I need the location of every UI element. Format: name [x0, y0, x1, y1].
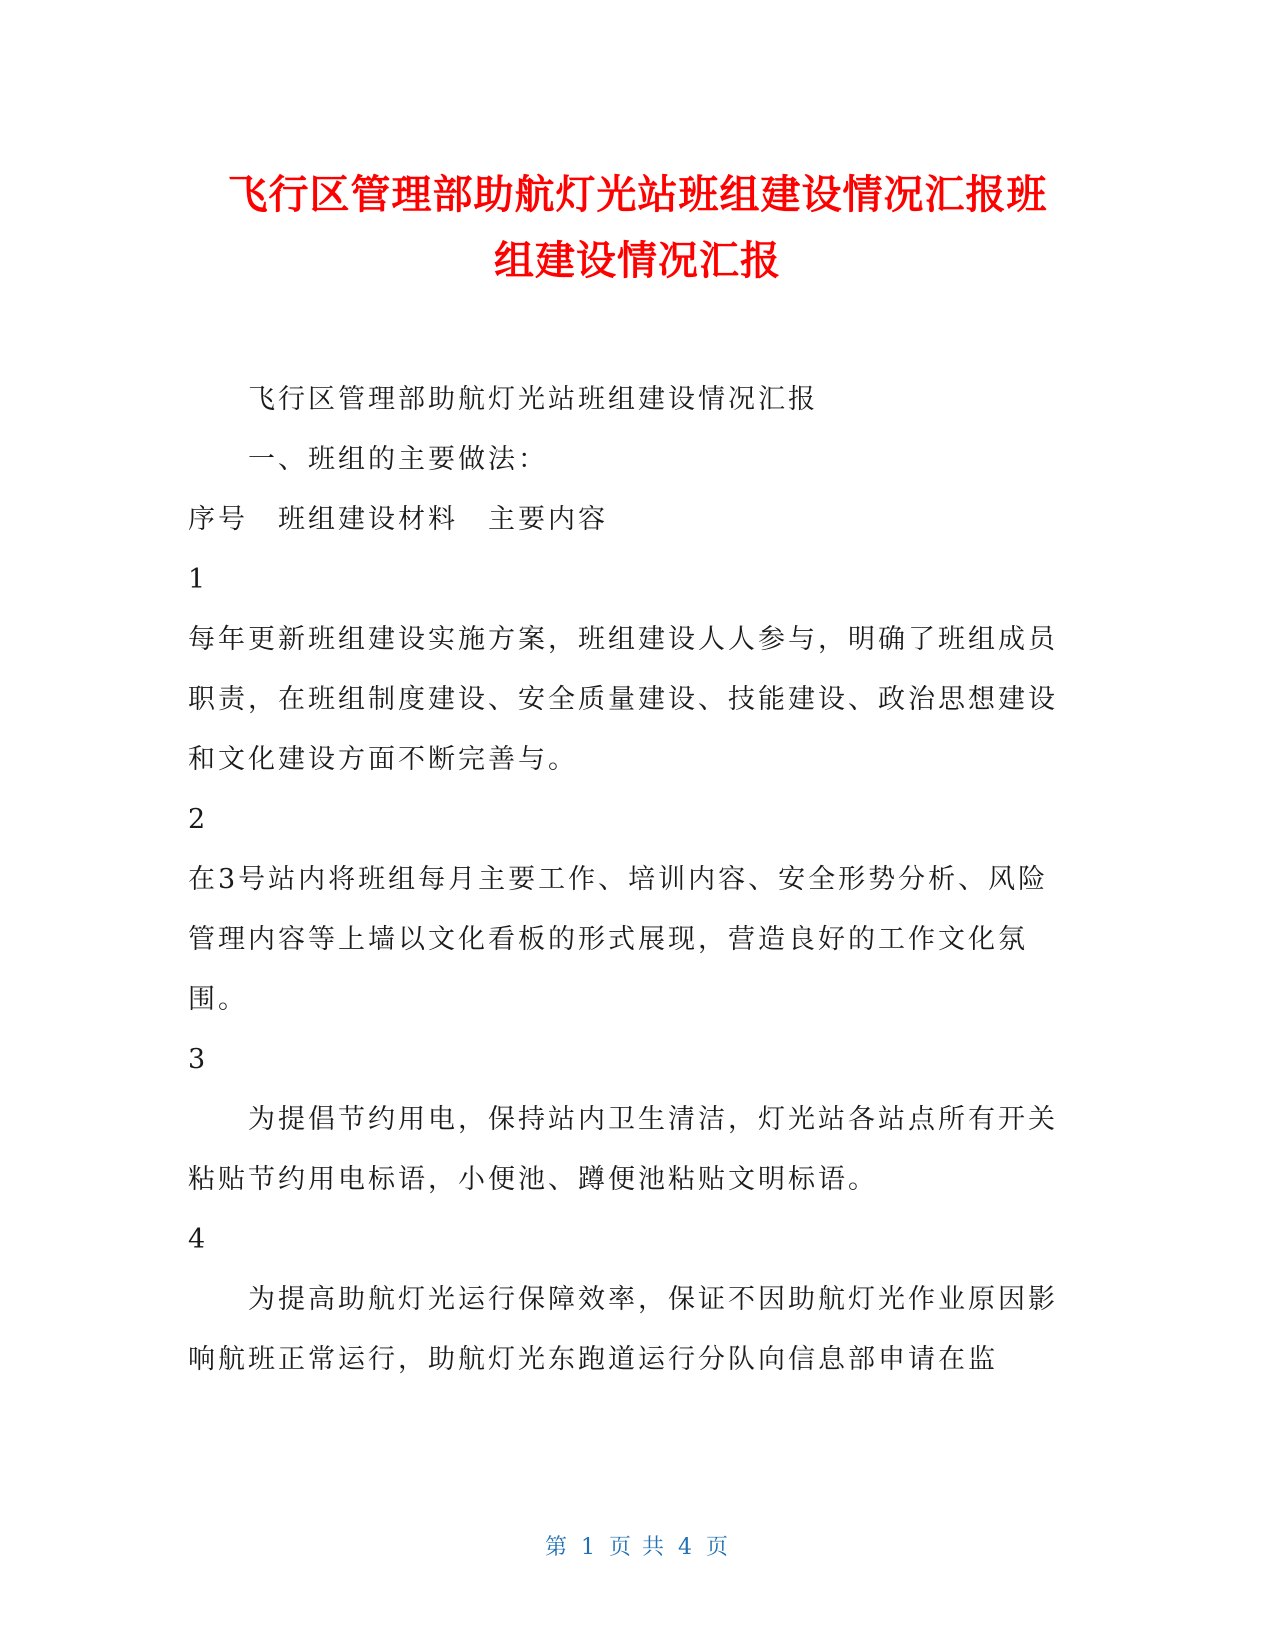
item-text: 为提高助航灯光运行保障效率，保证不因助航灯光作业原因影响航班正常运行，助航灯光东跑道运行分队向信息部申请在监: [188, 1284, 1058, 1375]
section-heading: 一、班组的主要做法：: [248, 444, 548, 475]
item-number: 2: [188, 804, 209, 835]
table-header: [188, 490, 1068, 550]
footer-prefix: 第: [544, 1535, 569, 1560]
title-line-1: 飞行区管理部助航灯光站班组建设情况汇报班: [227, 172, 1048, 218]
page-footer: [0, 1530, 1275, 1561]
table-header-col2: 班组建设材料: [278, 504, 458, 535]
item-number: 4: [188, 1224, 209, 1255]
item-number: 3: [188, 1044, 209, 1075]
table-header-col1: 序号: [188, 504, 248, 535]
table-header-col3: 主要内容: [488, 504, 608, 535]
item-text: 每年更新班组建设实施方案，班组建设人人参与，明确了班组成员职责，在班组制度建设、安全质量建设、技能建设、政治思想建设和文化建设方面不断完善与。: [188, 624, 1058, 775]
item-number: 1: [188, 564, 209, 595]
item-text: 为提倡节约用电，保持站内卫生清洁，灯光站各站点所有开关粘贴节约用电标语，小便池、蹲便池粘贴文明标语。: [188, 1104, 1058, 1195]
subtitle: 飞行区管理部助航灯光站班组建设情况汇报: [248, 384, 818, 415]
document-title: [180, 162, 1095, 294]
footer-current-page: 1: [581, 1535, 597, 1560]
footer-total-pages: 4: [678, 1535, 694, 1560]
item-text: 在3号站内将班组每月主要工作、培训内容、安全形势分析、风险管理内容等上墙以文化看板的形式展现，营造良好的工作文化氛围。: [188, 864, 1049, 1015]
footer-middle: 页 共: [609, 1535, 666, 1560]
title-line-2: 组建设情况汇报: [494, 238, 781, 284]
document-body: [188, 370, 1068, 1390]
footer-suffix: 页: [706, 1535, 731, 1560]
